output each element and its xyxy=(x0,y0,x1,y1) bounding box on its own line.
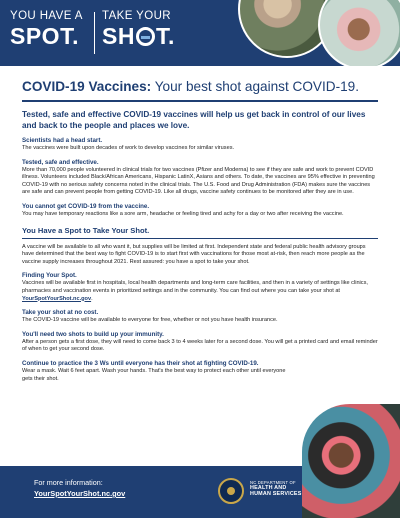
spot-section-intro: A vaccine will be available to all who want it, but supplies will be limited at first. Independent state and federal public health advisory groups have determined that the best way to fight COVID-19 is to start first with vaccinations for those most at-risk, then reach more people as the vaccine supply increases throughout 2021. Rest assured: you have a spot to take your shot. xyxy=(22,243,366,265)
title-bold: COVID-19 Vaccines: xyxy=(22,79,152,94)
section-heading: Take your shot at no cost. xyxy=(22,309,99,317)
logo-line1-big: SPOT. xyxy=(10,23,79,49)
section-text: After a person gets a first dose, they will need to come back 3 to 4 weeks later for a second dose. You will get a printed card and email reminder of when to get your second dose. xyxy=(22,338,378,353)
agency-main-line1: HEALTH AND xyxy=(250,485,287,492)
logo-sh-text: SH xyxy=(102,23,135,49)
section-block-7 xyxy=(22,360,378,383)
footer-photo-masked-family xyxy=(302,404,400,518)
footer-website-link[interactable]: YourSpotYourShot.nc.gov xyxy=(34,489,126,498)
dhhs-seal-icon xyxy=(218,478,244,504)
section-block-5 xyxy=(22,309,378,325)
syringe-o-icon xyxy=(136,27,155,46)
section-text-tail: . xyxy=(91,295,93,302)
section-text: More than 70,000 people volunteered in clinical trials for two vaccines (Pfizer and Moderna) to see if they are safe and work to prevent COVID illness. Volunteers included Black/African Americans, Hispanic LatinX, Asians and others. To date, the vaccines are 95% effective in preventing COVID-19 with no serious safety concerns noted in the clinical trials. The U.S. Food and Drug Administration (FDA) makes sure the vaccines are safe and can prevent people from getting COVID-19. Like all drugs, vaccine safety continues to be monitored after they are in use. xyxy=(22,166,375,196)
section-heading: Continue to practice the 3 Ws until everyone has their shot at fighting COVID-19. xyxy=(22,359,259,367)
header-photo-family xyxy=(318,0,400,66)
logo-line2-big xyxy=(102,23,175,49)
agency-small: NC DEPARTMENT OF xyxy=(250,480,296,485)
section-text xyxy=(22,280,378,303)
section-block-1 xyxy=(22,137,378,153)
title-rest: Your best shot against COVID-19. xyxy=(151,79,360,94)
section-text: The vaccines were built upon decades of work to develop vaccines for similar viruses. xyxy=(22,145,235,151)
main-content xyxy=(22,110,378,383)
section-text: You may have temporary reactions like a sore arm, headache or feeling tired and achy for a day or two after receiving the vaccine. xyxy=(22,210,344,217)
section-text: The COVID-19 vaccine will be available to everyone for free, whether or not you have health insurance. xyxy=(22,317,278,324)
logo-line2-small: TAKE YOUR xyxy=(102,10,171,22)
logo-line1-small: YOU HAVE A xyxy=(10,10,83,22)
website-link[interactable]: YourSpotYourShot.nc.gov xyxy=(22,295,92,302)
section-block-2 xyxy=(22,159,378,197)
section-text-body: Vaccines will be available first in hospitals, local health departments and long-term care facilities, and then in a variety of settings like clinics, pharmacies and vaccination events in prioritized settings and in the community. You can find out where you can take your shot at xyxy=(22,280,368,294)
section-heading: Finding Your Spot. xyxy=(22,272,77,280)
page-title xyxy=(22,79,382,94)
campaign-logo xyxy=(10,10,200,60)
section-text: Wear a mask. Wait 6 feet apart. Wash your hands. That's the best way to protect each other until everyone gets their shot. xyxy=(22,367,286,382)
spot-section-divider xyxy=(22,238,378,239)
section-block-6 xyxy=(22,331,378,354)
section-block-3 xyxy=(22,203,378,219)
section-heading: You cannot get COVID-19 from the vaccine. xyxy=(22,202,150,210)
section-heading: Tested, safe and effective. xyxy=(22,158,99,166)
intro-statement: Tested, safe and effective COVID-19 vaccines will help us get back in control of our lives and back to the people and places we love. xyxy=(22,110,366,130)
section-block-4 xyxy=(22,272,378,303)
spot-section-title: You Have a Spot to Take Your Shot. xyxy=(22,225,150,235)
logo-divider xyxy=(94,12,95,54)
header-banner xyxy=(0,0,400,66)
logo-t-text: T. xyxy=(155,23,175,49)
footer-label: For more information: xyxy=(34,478,103,487)
title-divider xyxy=(22,100,378,102)
section-heading: Scientists had a head start. xyxy=(22,137,103,144)
agency-logo-text xyxy=(250,480,310,498)
section-heading: You'll need two shots to build up your immunity. xyxy=(22,330,164,338)
agency-main-line2: HUMAN SERVICES xyxy=(250,491,302,498)
